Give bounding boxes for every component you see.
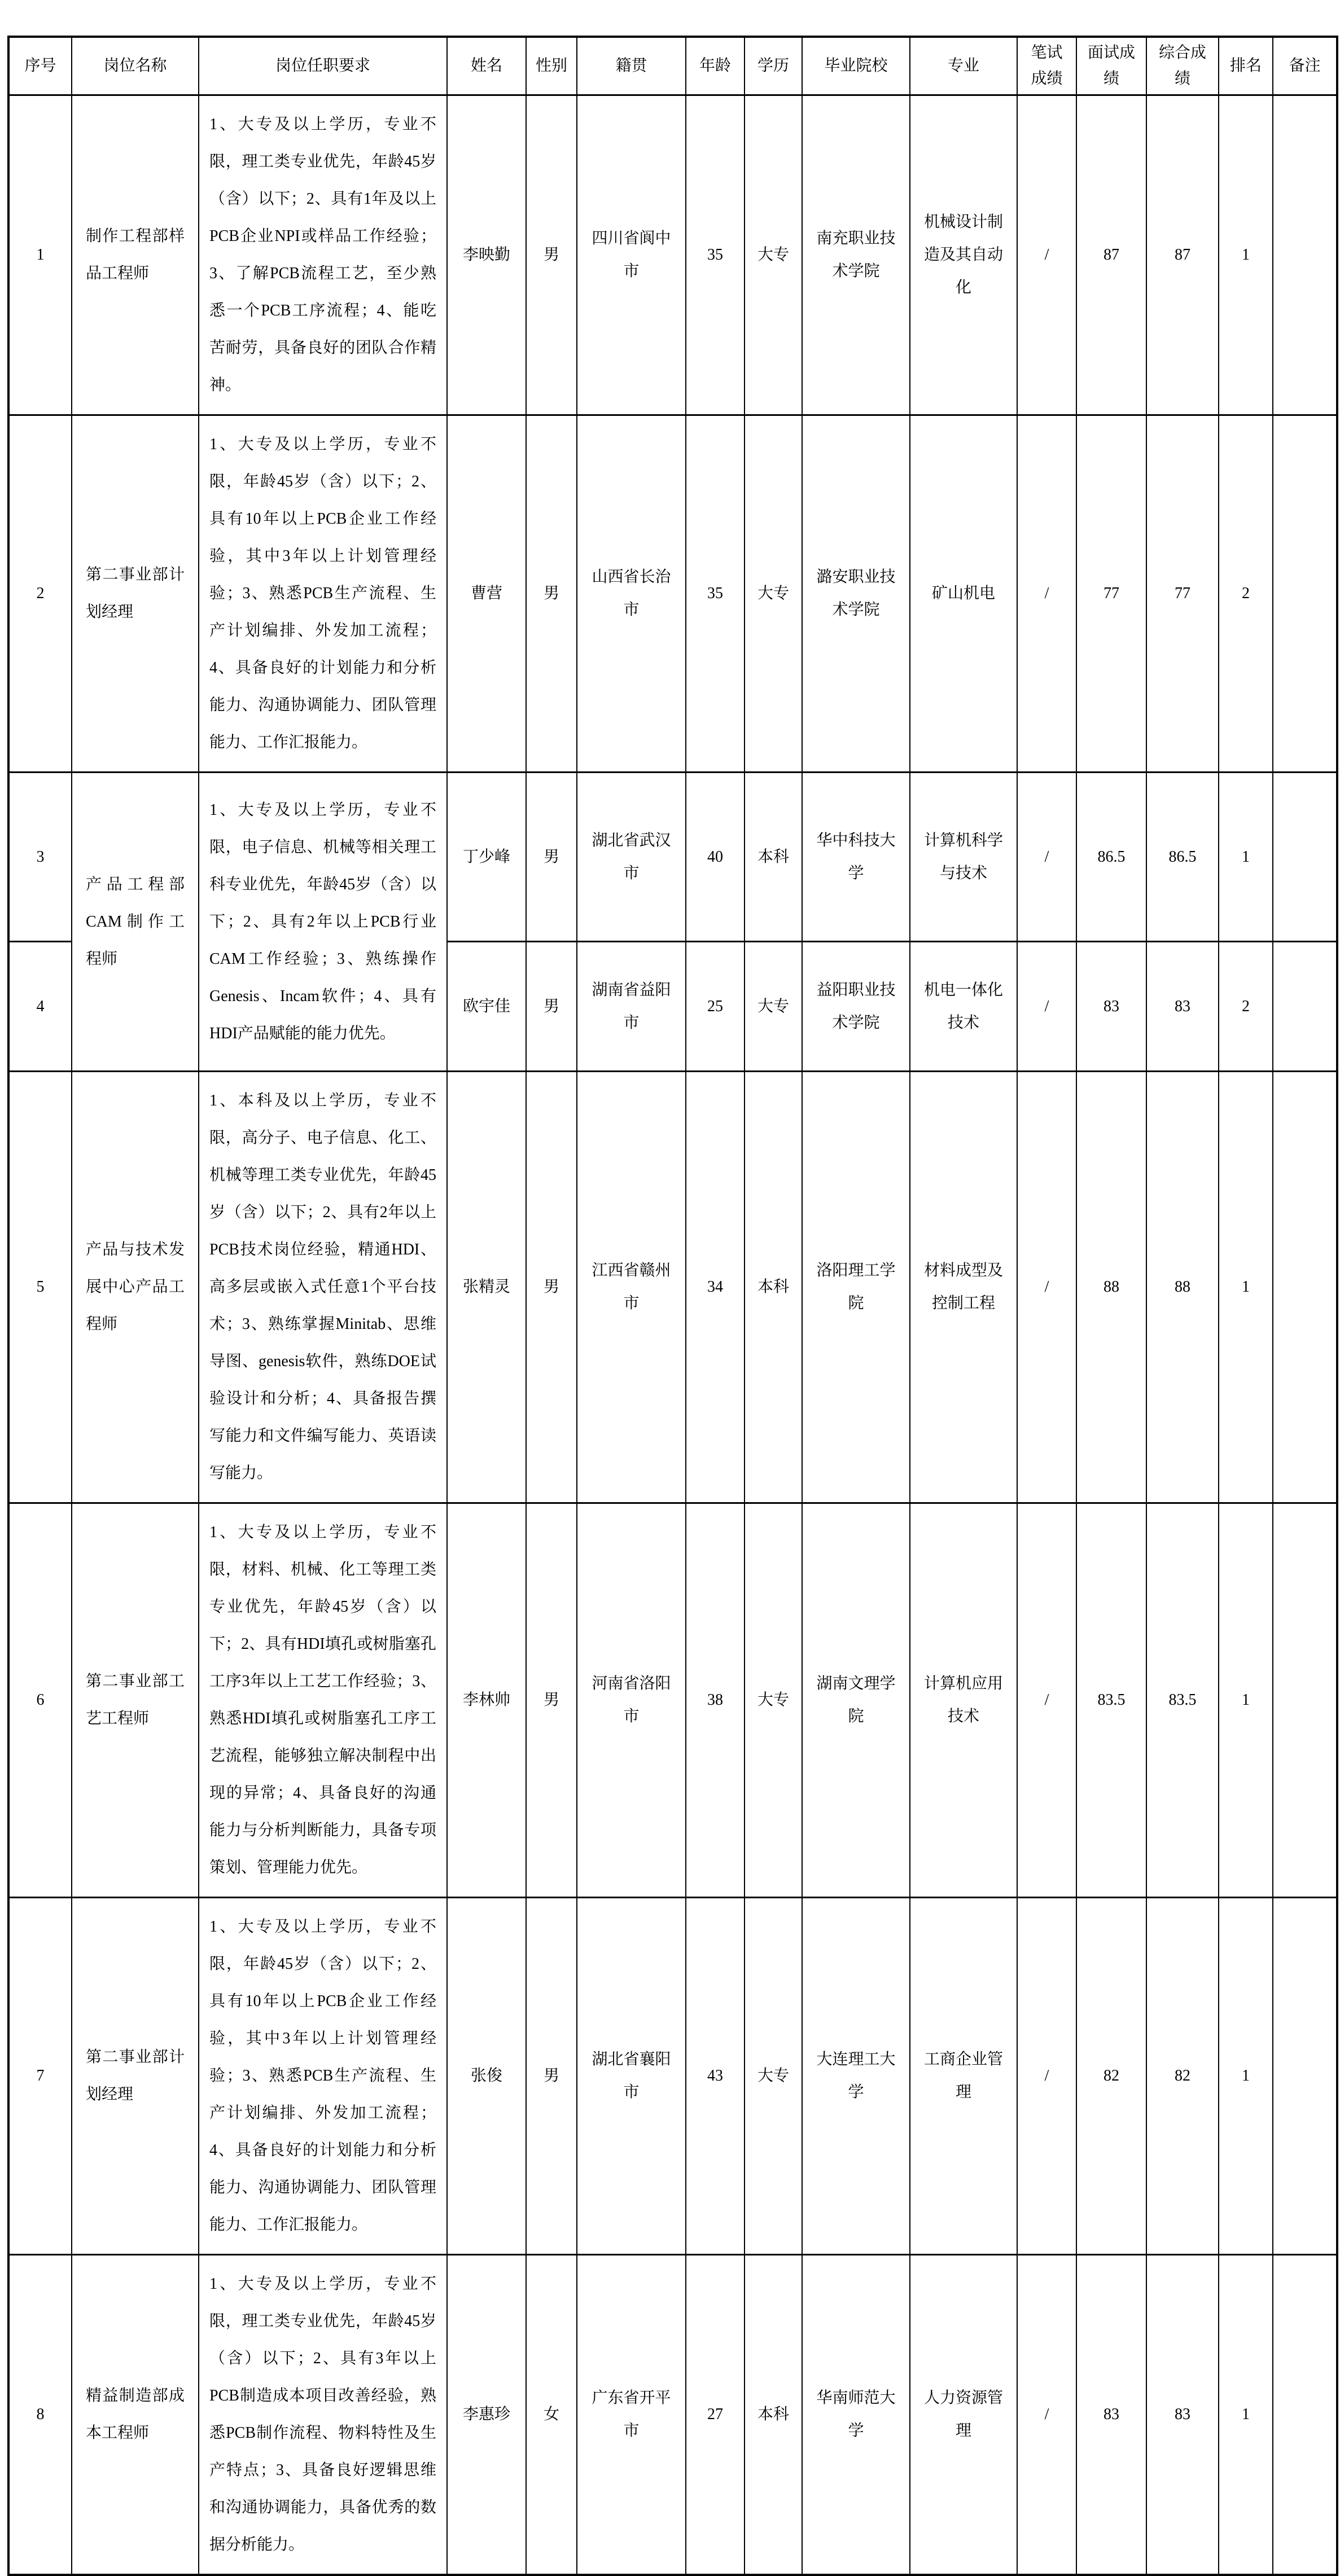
- cell-hometown: 江西省赣州市: [577, 1072, 686, 1503]
- cell-gender: 男: [526, 1072, 577, 1503]
- cell-position: 产品工程部CAM制作工程师: [72, 773, 199, 1072]
- cell-index: 4: [8, 942, 72, 1072]
- cell-age: 27: [686, 2255, 745, 2575]
- cell-name: 欧宇佳: [447, 942, 526, 1072]
- cell-rank: 1: [1219, 773, 1273, 942]
- cell-interview-score: 83: [1076, 2255, 1146, 2575]
- cell-hometown: 河南省洛阳市: [577, 1503, 686, 1898]
- cell-gender: 男: [526, 95, 577, 415]
- cell-position: 第二事业部计划经理: [72, 1898, 199, 2255]
- header-major: 专业: [910, 37, 1017, 95]
- cell-rank: 1: [1219, 1072, 1273, 1503]
- cell-age: 43: [686, 1898, 745, 2255]
- cell-school: 洛阳理工学院: [802, 1072, 910, 1503]
- cell-rank: 2: [1219, 942, 1273, 1072]
- header-school: 毕业院校: [802, 37, 910, 95]
- table-row: [8, 1503, 1337, 1898]
- header-requirements: 岗位任职要求: [199, 37, 447, 95]
- cell-school: 湖南文理学院: [802, 1503, 910, 1898]
- cell-written-score: /: [1017, 1072, 1076, 1503]
- cell-hometown: 湖北省武汉市: [577, 773, 686, 942]
- cell-name: 李林帅: [447, 1503, 526, 1898]
- cell-remark: [1273, 1072, 1337, 1503]
- cell-written-score: /: [1017, 1898, 1076, 2255]
- cell-index: 7: [8, 1898, 72, 2255]
- cell-written-score: /: [1017, 942, 1076, 1072]
- cell-position: 第二事业部工艺工程师: [72, 1503, 199, 1898]
- cell-education: 大专: [745, 1503, 802, 1898]
- table-row: [8, 95, 1337, 415]
- cell-index: 2: [8, 415, 72, 773]
- header-age: 年龄: [686, 37, 745, 95]
- cell-education: 大专: [745, 95, 802, 415]
- cell-remark: [1273, 95, 1337, 415]
- header-index: 序号: [8, 37, 72, 95]
- cell-remark: [1273, 2255, 1337, 2575]
- cell-hometown: 湖南省益阳市: [577, 942, 686, 1072]
- cell-interview-score: 77: [1076, 415, 1146, 773]
- cell-requirements: 1、大专及以上学历，专业不限，电子信息、机械等相关理工科专业优先，年龄45岁（含）以下；2、具有2年以上PCB行业CAM工作经验；3、熟练操作Genesis、Incam软件；4、具有HDI产品赋能的能力优先。: [199, 773, 447, 1072]
- cell-remark: [1273, 773, 1337, 942]
- table-row: [8, 773, 1337, 942]
- cell-gender: 男: [526, 1898, 577, 2255]
- header-rank: 排名: [1219, 37, 1273, 95]
- header-written-score: 笔试成绩: [1017, 37, 1076, 95]
- cell-requirements: 1、大专及以上学历，专业不限，年龄45岁（含）以下；2、具有10年以上PCB企业工作经验，其中3年以上计划管理经验；3、熟悉PCB生产流程、生产计划编排、外发加工流程；4、具备良好的计划能力和分析能力、沟通协调能力、团队管理能力、工作汇报能力。: [199, 1898, 447, 2255]
- cell-interview-score: 88: [1076, 1072, 1146, 1503]
- cell-age: 35: [686, 415, 745, 773]
- cell-name: 李惠珍: [447, 2255, 526, 2575]
- cell-overall-score: 83: [1146, 942, 1219, 1072]
- cell-major: 工商企业管理: [910, 1898, 1017, 2255]
- cell-written-score: /: [1017, 773, 1076, 942]
- cell-major: 计算机应用技术: [910, 1503, 1017, 1898]
- cell-written-score: /: [1017, 1503, 1076, 1898]
- header-overall-score: 综合成绩: [1146, 37, 1219, 95]
- cell-name: 曹营: [447, 415, 526, 773]
- cell-education: 大专: [745, 942, 802, 1072]
- cell-age: 38: [686, 1503, 745, 1898]
- cell-education: 本科: [745, 2255, 802, 2575]
- cell-school: 潞安职业技术学院: [802, 415, 910, 773]
- cell-overall-score: 87: [1146, 95, 1219, 415]
- cell-major: 人力资源管理: [910, 2255, 1017, 2575]
- cell-hometown: 广东省开平市: [577, 2255, 686, 2575]
- cell-interview-score: 86.5: [1076, 773, 1146, 942]
- cell-gender: 男: [526, 1503, 577, 1898]
- cell-school: 华南师范大学: [802, 2255, 910, 2575]
- cell-rank: 1: [1219, 1898, 1273, 2255]
- header-remark: 备注: [1273, 37, 1337, 95]
- cell-name: 张俊: [447, 1898, 526, 2255]
- header-name: 姓名: [447, 37, 526, 95]
- cell-written-score: /: [1017, 95, 1076, 415]
- cell-interview-score: 82: [1076, 1898, 1146, 2255]
- cell-position: 制作工程部样品工程师: [72, 95, 199, 415]
- cell-rank: 1: [1219, 1503, 1273, 1898]
- cell-interview-score: 83: [1076, 942, 1146, 1072]
- cell-rank: 1: [1219, 2255, 1273, 2575]
- cell-name: 丁少峰: [447, 773, 526, 942]
- cell-position: 产品与技术发展中心产品工程师: [72, 1072, 199, 1503]
- cell-major: 机电一体化技术: [910, 942, 1017, 1072]
- cell-major: 机械设计制造及其自动化: [910, 95, 1017, 415]
- header-interview-score: 面试成绩: [1076, 37, 1146, 95]
- cell-requirements: 1、大专及以上学历，专业不限，理工类专业优先，年龄45岁（含）以下；2、具有3年以上PCB制造成本项目改善经验，熟悉PCB制作流程、物料特性及生产特点；3、具备良好逻辑思维和沟通协调能力，具备优秀的数据分析能力。: [199, 2255, 447, 2575]
- cell-age: 40: [686, 773, 745, 942]
- cell-major: 材料成型及控制工程: [910, 1072, 1017, 1503]
- cell-school: 南充职业技术学院: [802, 95, 910, 415]
- cell-name: 张精灵: [447, 1072, 526, 1503]
- cell-requirements: 1、大专及以上学历，专业不限，年龄45岁（含）以下；2、具有10年以上PCB企业工作经验，其中3年以上计划管理经验；3、熟悉PCB生产流程、生产计划编排、外发加工流程；4、具备良好的计划能力和分析能力、沟通协调能力、团队管理能力、工作汇报能力。: [199, 415, 447, 773]
- cell-remark: [1273, 1898, 1337, 2255]
- cell-gender: 男: [526, 942, 577, 1072]
- table-row: [8, 415, 1337, 773]
- cell-education: 大专: [745, 415, 802, 773]
- cell-overall-score: 83: [1146, 2255, 1219, 2575]
- cell-gender: 男: [526, 773, 577, 942]
- cell-written-score: /: [1017, 2255, 1076, 2575]
- recruitment-score-table: [7, 36, 1338, 2576]
- cell-overall-score: 77: [1146, 415, 1219, 773]
- cell-index: 8: [8, 2255, 72, 2575]
- header-hometown: 籍贯: [577, 37, 686, 95]
- cell-gender: 女: [526, 2255, 577, 2575]
- cell-age: 25: [686, 942, 745, 1072]
- cell-hometown: 湖北省襄阳市: [577, 1898, 686, 2255]
- cell-rank: 1: [1219, 95, 1273, 415]
- cell-index: 3: [8, 773, 72, 942]
- cell-hometown: 山西省长治市: [577, 415, 686, 773]
- cell-index: 5: [8, 1072, 72, 1503]
- cell-overall-score: 82: [1146, 1898, 1219, 2255]
- cell-remark: [1273, 942, 1337, 1072]
- cell-education: 大专: [745, 1898, 802, 2255]
- cell-remark: [1273, 1503, 1337, 1898]
- table-row: [8, 1072, 1337, 1503]
- cell-school: 大连理工大学: [802, 1898, 910, 2255]
- cell-index: 1: [8, 95, 72, 415]
- cell-hometown: 四川省阆中市: [577, 95, 686, 415]
- cell-rank: 2: [1219, 415, 1273, 773]
- cell-age: 35: [686, 95, 745, 415]
- table-row: [8, 1898, 1337, 2255]
- cell-requirements: 1、大专及以上学历，专业不限，理工类专业优先，年龄45岁（含）以下；2、具有1年及以上PCB企业NPI或样品工作经验；3、了解PCB流程工艺，至少熟悉一个PCB工序流程；4、能吃苦耐劳，具备良好的团队合作精神。: [199, 95, 447, 415]
- cell-education: 本科: [745, 773, 802, 942]
- cell-position: 第二事业部计划经理: [72, 415, 199, 773]
- cell-requirements: 1、大专及以上学历，专业不限，材料、机械、化工等理工类专业优先，年龄45岁（含）以下；2、具有HDI填孔或树脂塞孔工序3年以上工艺工作经验；3、熟悉HDI填孔或树脂塞孔工序工艺流程，能够独立解决制程中出现的异常；4、具备良好的沟通能力与分析判断能力，具备专项策划、管理能力优先。: [199, 1503, 447, 1898]
- cell-gender: 男: [526, 415, 577, 773]
- cell-index: 6: [8, 1503, 72, 1898]
- cell-school: 益阳职业技术学院: [802, 942, 910, 1072]
- cell-interview-score: 83.5: [1076, 1503, 1146, 1898]
- header-education: 学历: [745, 37, 802, 95]
- recruitment-score-table-wrap: [7, 36, 1336, 2576]
- cell-interview-score: 87: [1076, 95, 1146, 415]
- cell-major: 矿山机电: [910, 415, 1017, 773]
- cell-major: 计算机科学与技术: [910, 773, 1017, 942]
- table-row: [8, 2255, 1337, 2575]
- header-position: 岗位名称: [72, 37, 199, 95]
- cell-overall-score: 88: [1146, 1072, 1219, 1503]
- cell-education: 本科: [745, 1072, 802, 1503]
- header-gender: 性别: [526, 37, 577, 95]
- cell-overall-score: 83.5: [1146, 1503, 1219, 1898]
- cell-name: 李映勤: [447, 95, 526, 415]
- cell-position: 精益制造部成本工程师: [72, 2255, 199, 2575]
- cell-written-score: /: [1017, 415, 1076, 773]
- cell-remark: [1273, 415, 1337, 773]
- cell-age: 34: [686, 1072, 745, 1503]
- cell-requirements: 1、本科及以上学历，专业不限，高分子、电子信息、化工、机械等理工类专业优先，年龄45岁（含）以下；2、具有2年以上PCB技术岗位经验，精通HDI、高多层或嵌入式任意1个平台技术；3、熟练掌握Minitab、思维导图、genesis软件，熟练DOE试验设计和分析；4、具备报告撰写能力和文件编写能力、英语读写能力。: [199, 1072, 447, 1503]
- header-row: [8, 37, 1337, 95]
- cell-overall-score: 86.5: [1146, 773, 1219, 942]
- cell-school: 华中科技大学: [802, 773, 910, 942]
